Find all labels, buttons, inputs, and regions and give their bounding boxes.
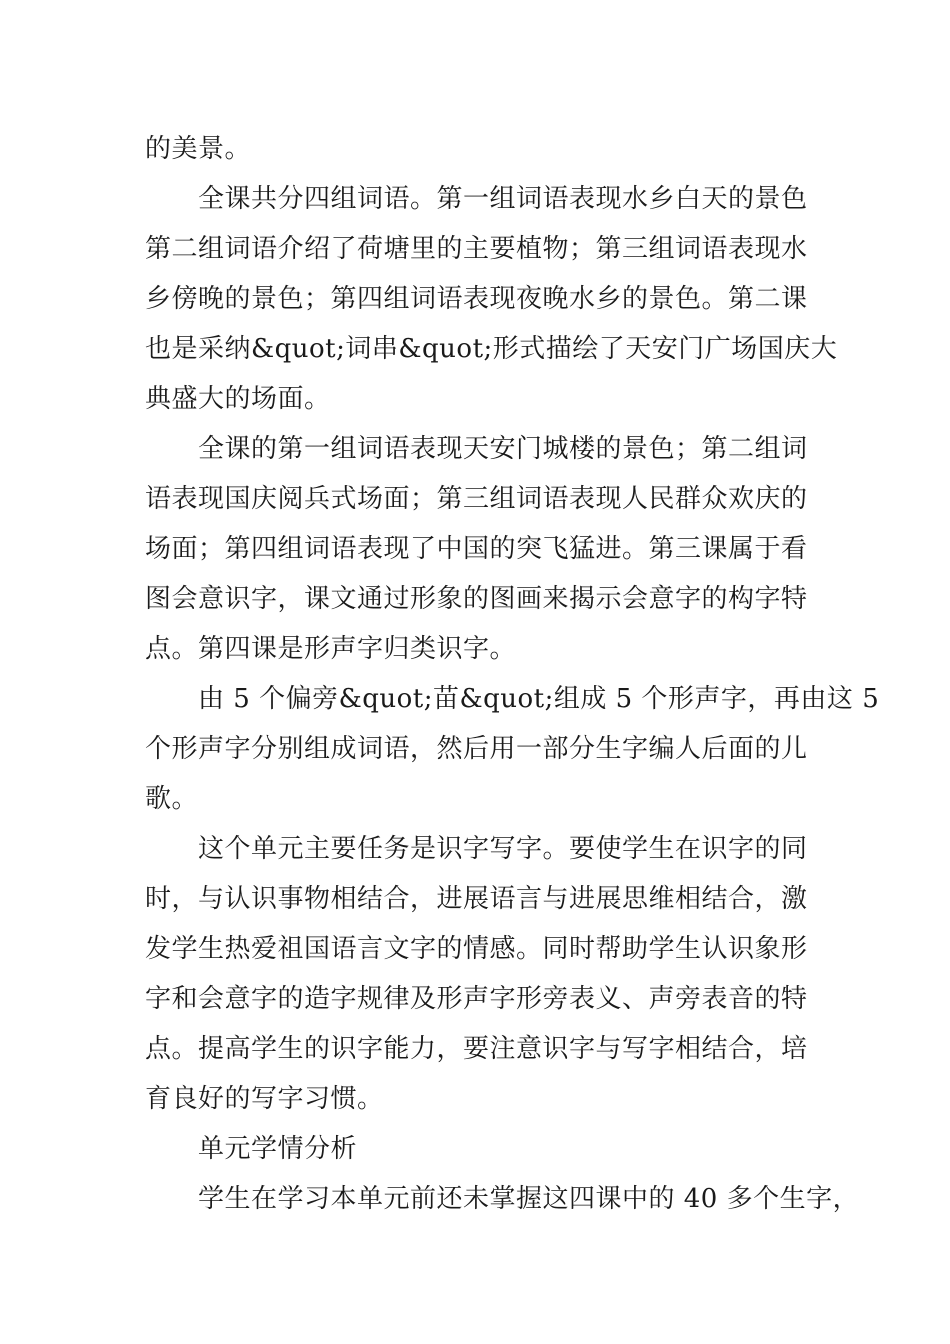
text-line: 乡傍晚的景色；第四组词语表现夜晚水乡的景色。第二课 bbox=[145, 284, 808, 314]
text-line: 个形声字分别组成词语，然后用一部分生字编人后面的儿 bbox=[145, 734, 808, 764]
text-line: 字和会意字的造字规律及形声字形旁表义、声旁表音的特 bbox=[145, 984, 808, 1014]
paragraph-first-line: 由 5 个偏旁&quot;苗&quot;组成 5 个形声字，再由这 5 bbox=[198, 684, 880, 714]
text-line: 点。提高学生的识字能力，要注意识字与写字相结合，培 bbox=[145, 1034, 808, 1064]
text-line: 点。第四课是形声字归类识字。 bbox=[145, 634, 517, 664]
paragraph-first-line: 全课共分四组词语。第一组词语表现水乡白天的景色 bbox=[198, 184, 808, 214]
text-line: 语表现国庆阅兵式场面；第三组词语表现人民群众欢庆的 bbox=[145, 484, 808, 514]
paragraph-first-line: 这个单元主要任务是识字写字。要使学生在识字的同 bbox=[198, 834, 808, 864]
paragraph-first-line: 全课的第一组词语表现天安门城楼的景色；第二组词 bbox=[198, 434, 808, 464]
text-line: 第二组词语介绍了荷塘里的主要植物；第三组词语表现水 bbox=[145, 234, 808, 264]
section-heading: 单元学情分析 bbox=[198, 1134, 358, 1164]
text-line: 场面；第四组词语表现了中国的突飞猛进。第三课属于看 bbox=[145, 534, 808, 564]
text-line: 也是采纳&quot;词串&quot;形式描绘了天安门广场国庆大 bbox=[145, 334, 838, 364]
text-line: 时，与认识事物相结合，进展语言与进展思维相结合，激 bbox=[145, 884, 808, 914]
text-line: 的美景。 bbox=[145, 134, 252, 164]
paragraph-first-line: 学生在学习本单元前还未掌握这四课中的 40 多个生字， bbox=[198, 1184, 860, 1214]
text-line: 歌。 bbox=[145, 784, 199, 814]
text-line: 典盛大的场面。 bbox=[145, 384, 331, 414]
text-line: 图会意识字，课文通过形象的图画来揭示会意字的构字特 bbox=[145, 584, 808, 614]
text-line: 育良好的写字习惯。 bbox=[145, 1084, 384, 1114]
text-line: 发学生热爱祖国语言文字的情感。同时帮助学生认识象形 bbox=[145, 934, 808, 964]
